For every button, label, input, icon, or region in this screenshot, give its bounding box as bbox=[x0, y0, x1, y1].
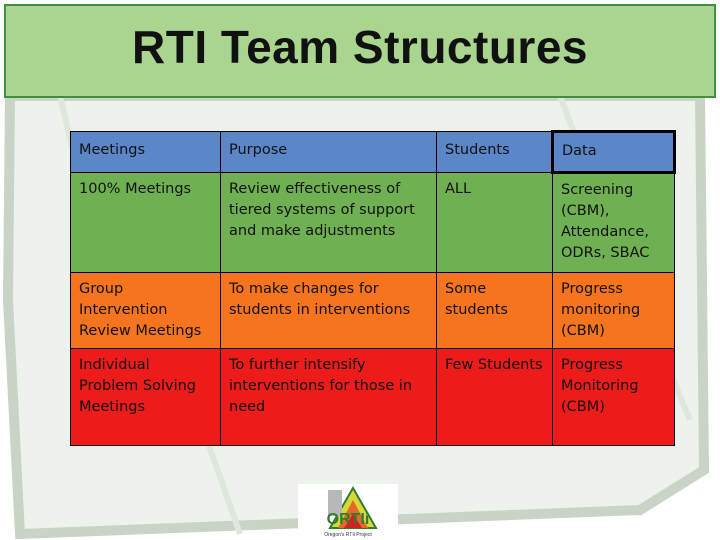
logo-text: ORTIi bbox=[326, 511, 370, 528]
rti-structures-table bbox=[70, 130, 676, 446]
cell-purpose: To further intensify interventions for those in need bbox=[221, 349, 437, 446]
table-row bbox=[71, 173, 675, 273]
cell-meetings: 100% Meetings bbox=[71, 173, 221, 273]
cell-students: ALL bbox=[437, 173, 553, 273]
header-data: Data bbox=[553, 132, 675, 173]
cell-students: Few Students bbox=[437, 349, 553, 446]
header-purpose: Purpose bbox=[221, 132, 437, 173]
table-header-row bbox=[71, 132, 675, 173]
header-meetings: Meetings bbox=[71, 132, 221, 173]
cell-data: Screening (CBM), Attendance, ODRs, SBAC bbox=[553, 173, 675, 273]
logo-tagline: Oregon's RTIi Project bbox=[324, 532, 372, 538]
cell-data: Progress Monitoring (CBM) bbox=[553, 349, 675, 446]
cell-data: Progress monitoring (CBM) bbox=[553, 273, 675, 349]
title-bar bbox=[4, 4, 716, 98]
cell-purpose: To make changes for students in interventions bbox=[221, 273, 437, 349]
ortii-logo bbox=[298, 484, 398, 540]
cell-students: Some students bbox=[437, 273, 553, 349]
header-students: Students bbox=[437, 132, 553, 173]
table-row bbox=[71, 273, 675, 349]
table-row bbox=[71, 349, 675, 446]
slide-title: RTI Team Structures bbox=[132, 21, 588, 73]
cell-meetings: Group Intervention Review Meetings bbox=[71, 273, 221, 349]
cell-meetings: Individual Problem Solving Meetings bbox=[71, 349, 221, 446]
cell-purpose: Review effectiveness of tiered systems of support and make adjustments bbox=[221, 173, 437, 273]
